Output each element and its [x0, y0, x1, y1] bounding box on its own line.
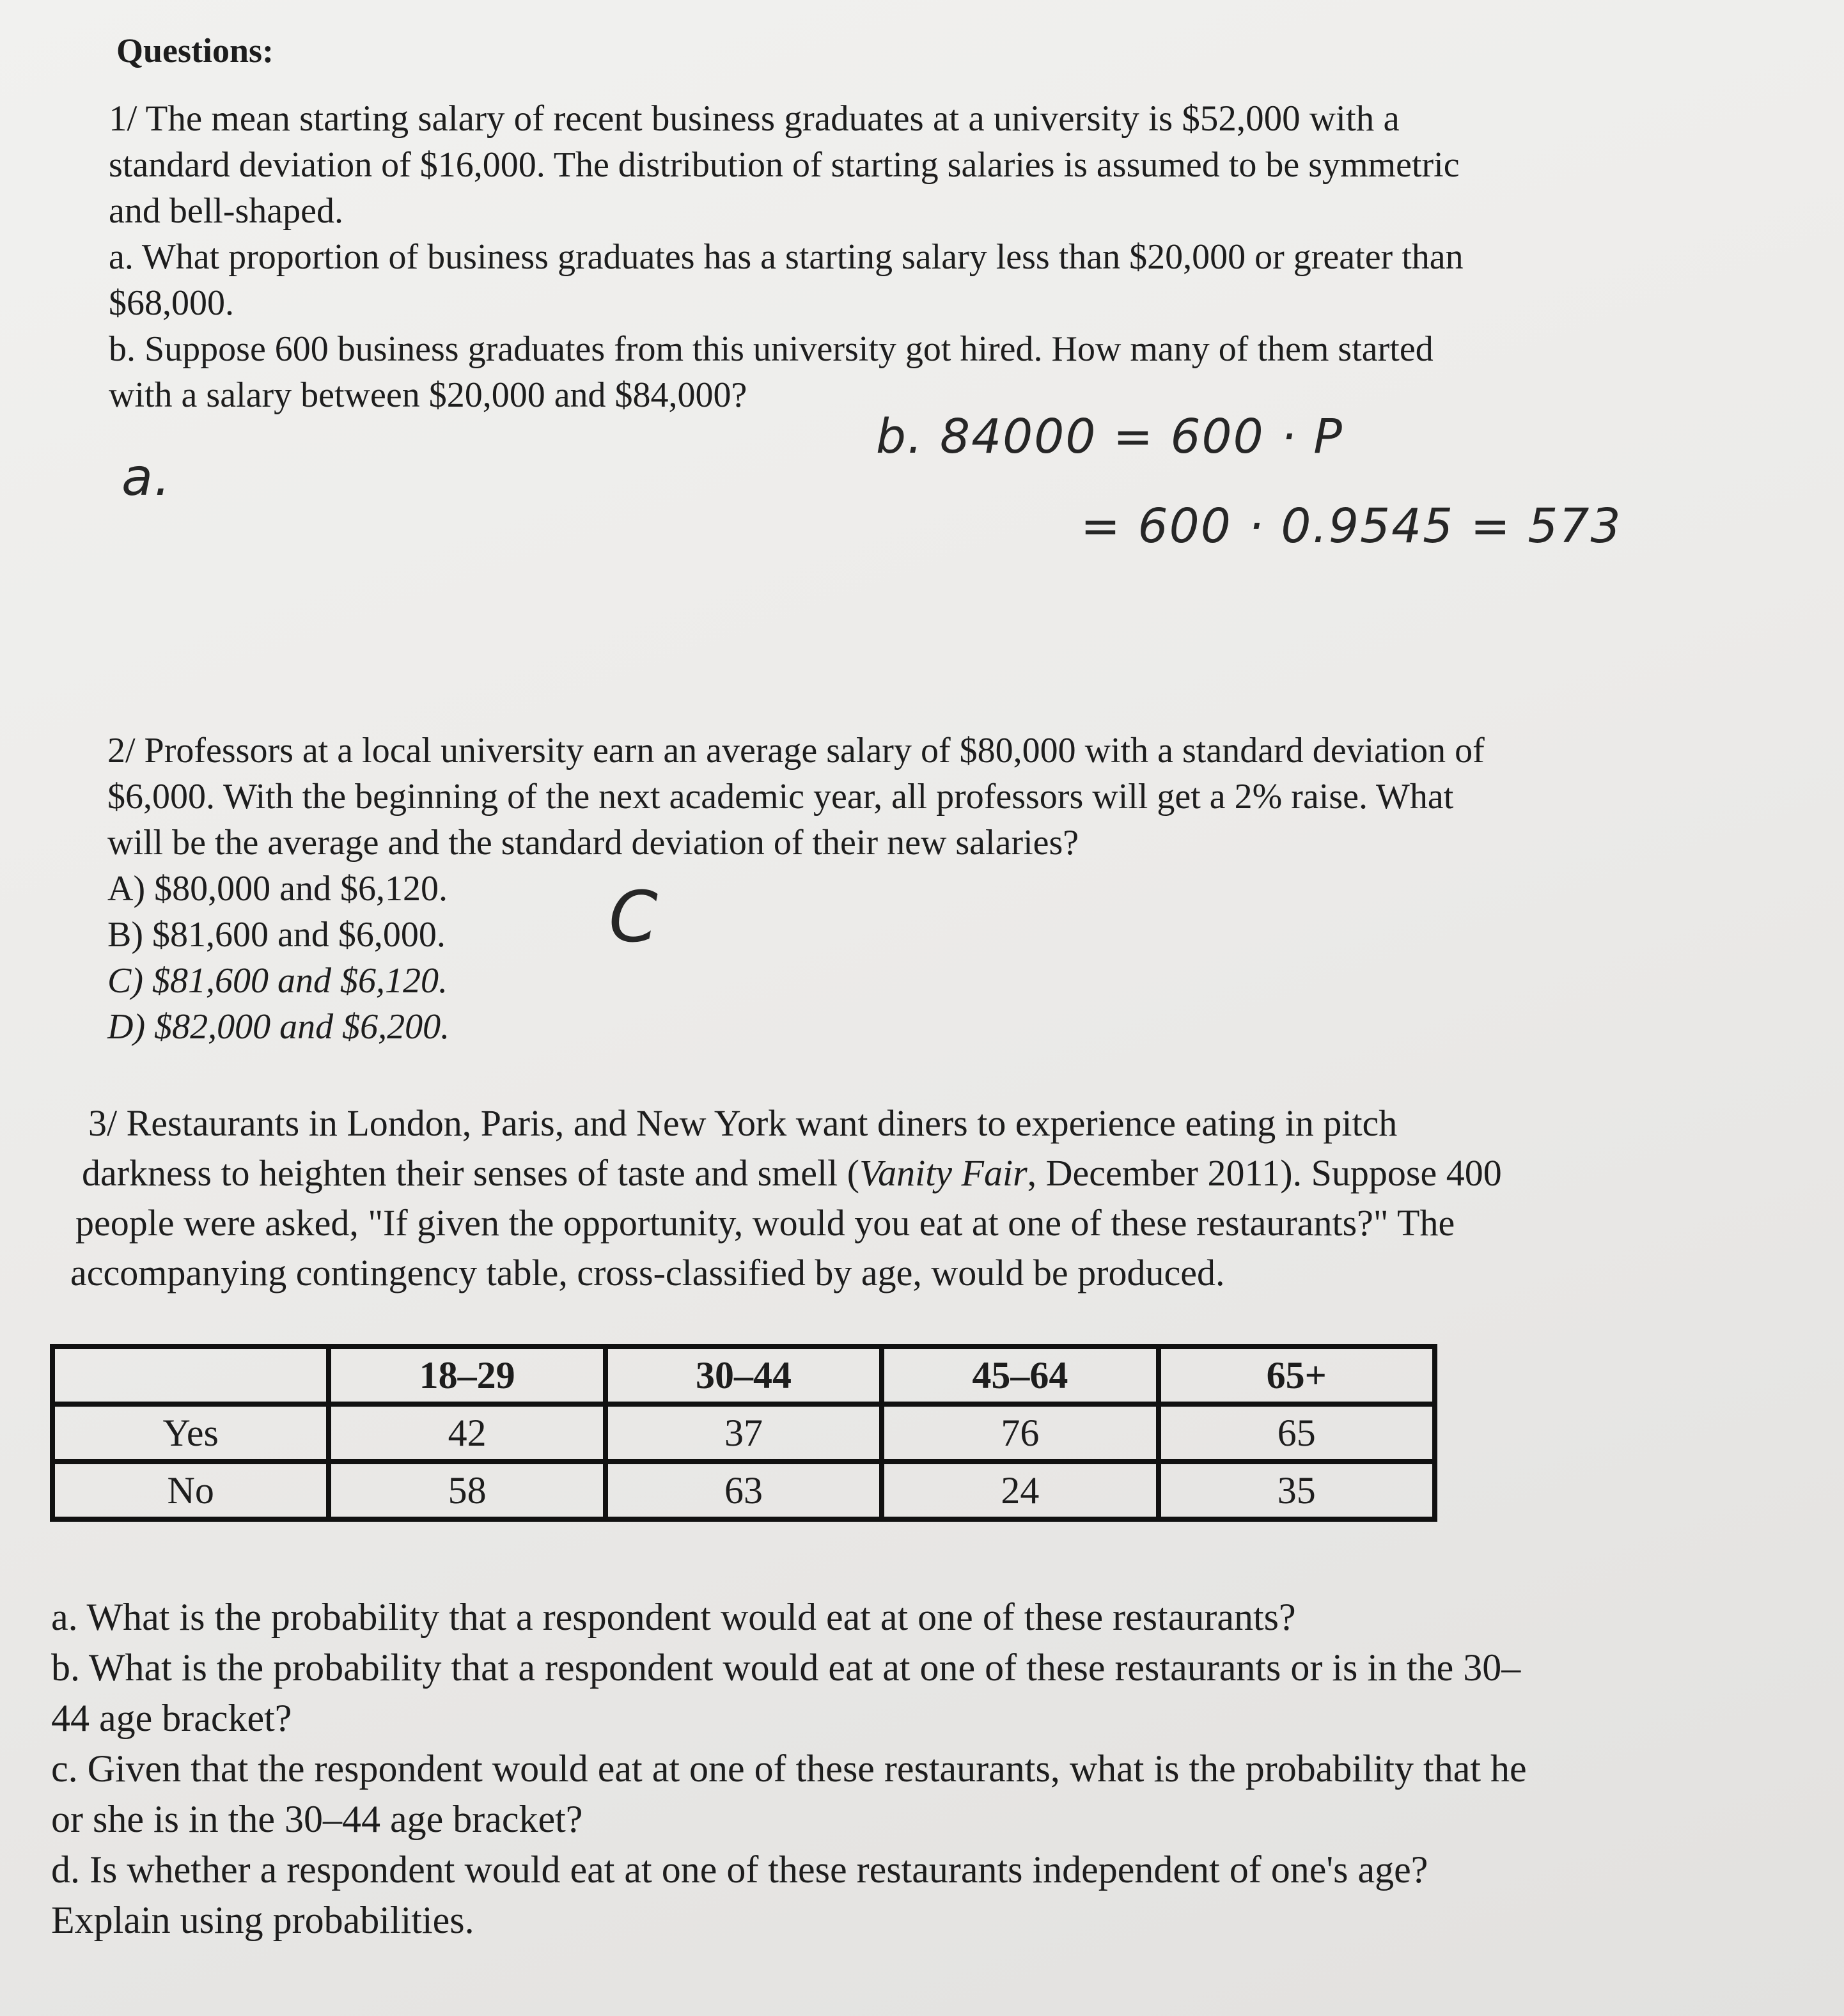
question-3-line: accompanying contingency table, cross-classified by age, would be produced. [70, 1252, 1225, 1293]
table-row [52, 1404, 1435, 1462]
table-cell: 37 [606, 1404, 882, 1462]
table-header-cell [52, 1347, 329, 1404]
table-cell: No [52, 1462, 329, 1519]
table-row [52, 1462, 1435, 1519]
table-cell: 35 [1159, 1462, 1435, 1519]
table-cell: 76 [882, 1404, 1158, 1462]
question-1-line: and bell-shaped. [109, 191, 343, 231]
contingency-table [50, 1344, 1437, 1522]
option-b: B) $81,600 and $6,000. [107, 915, 446, 955]
option-a: A) $80,000 and $6,120. [107, 869, 448, 909]
question-2-line: will be the average and the standard deviation of their new salaries? [107, 823, 1079, 863]
table-header-row [52, 1347, 1435, 1404]
question-2 [107, 728, 1485, 1050]
handwritten-answer-b-line2: = 600 · 0.9545 = 573 [1081, 499, 1622, 554]
subquestion-b: b. What is the probability that a respondent would eat at one of these restaurants or is in the 30– [51, 1646, 1521, 1689]
question-1-part-b: b. Suppose 600 business graduates from this university got hired. How many of them started [109, 329, 1434, 369]
table-cell: 24 [882, 1462, 1158, 1519]
handwritten-answer-c: C [609, 876, 659, 958]
table-cell: 42 [329, 1404, 605, 1462]
page-heading: Questions: [116, 31, 274, 70]
table-cell: 58 [329, 1462, 605, 1519]
table-header-cell: 18–29 [329, 1347, 605, 1404]
subquestion-b-cont: 44 age bracket? [51, 1697, 292, 1739]
subquestion-d: d. Is whether a respondent would eat at one of these restaurants independent of one's age? [51, 1848, 1428, 1891]
subquestion-c-cont: or she is in the 30–44 age bracket? [51, 1798, 583, 1840]
question-3-line: people were asked, "If given the opportunity, would you eat at one of these restaurants?" The [75, 1202, 1455, 1244]
question-1-line: with a salary between $20,000 and $84,000? [109, 375, 747, 415]
table-header-cell: 65+ [1159, 1347, 1435, 1404]
question-1-line: $68,000. [109, 283, 234, 323]
question-2-line: $6,000. With the beginning of the next academic year, all professors will get a 2% raise. What [107, 777, 1454, 817]
table-header-cell: 30–44 [606, 1347, 882, 1404]
question-1-line: 1/ The mean starting salary of recent business graduates at a university is $52,000 with a [109, 98, 1400, 139]
subquestion-d-cont: Explain using probabilities. [51, 1899, 474, 1941]
subquestion-c: c. Given that the respondent would eat at one of these restaurants, what is the probability that he [51, 1747, 1527, 1790]
question-3-line: 3/ Restaurants in London, Paris, and New York want diners to experience eating in pitch [88, 1102, 1398, 1144]
table-cell: 63 [606, 1462, 882, 1519]
handwritten-answer-b-line1: b. 84000 = 600 · P [876, 409, 1343, 464]
publication-title: Vanity Fair [859, 1152, 1027, 1194]
table-header-cell: 45–64 [882, 1347, 1158, 1404]
question-2-options [107, 866, 1485, 1050]
question-3-subquestions [51, 1592, 1527, 1946]
question-2-line: 2/ Professors at a local university earn an average salary of $80,000 with a standard deviation of [107, 731, 1485, 770]
question-1-line: standard deviation of $16,000. The distribution of starting salaries is assumed to be symmetric [109, 145, 1460, 185]
age-table [50, 1344, 1437, 1522]
question-1 [109, 96, 1464, 418]
question-1-part-a: a. What proportion of business graduates has a starting salary less than $20,000 or greater than [109, 237, 1464, 277]
table-cell: Yes [52, 1404, 329, 1462]
question-3-line [70, 1148, 1502, 1198]
option-c: C) $81,600 and $6,120. [107, 961, 448, 1001]
question-3 [70, 1098, 1502, 1298]
table-cell: 65 [1159, 1404, 1435, 1462]
question-3-text: , December 2011). Suppose 400 [1027, 1152, 1502, 1194]
subquestion-a: a. What is the probability that a respondent would eat at one of these restaurants? [51, 1596, 1296, 1638]
option-d: D) $82,000 and $6,200. [107, 1007, 450, 1047]
handwritten-label-a: a. [121, 448, 172, 507]
question-3-text: darkness to heighten their senses of taste and smell ( [82, 1152, 860, 1194]
